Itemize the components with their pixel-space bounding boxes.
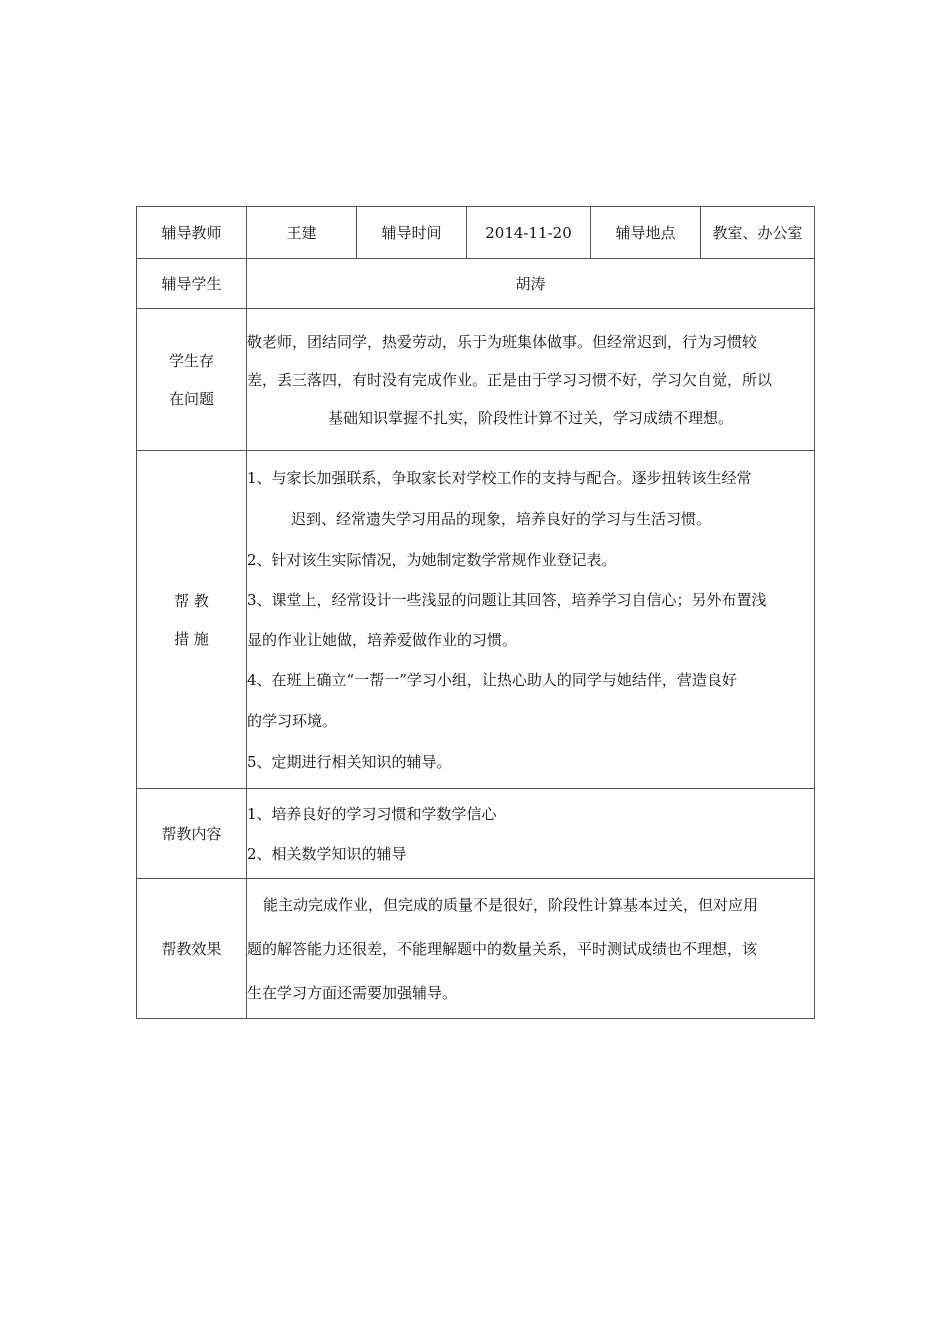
content-label: 帮教内容	[137, 789, 247, 879]
measures-label-line2: 措 施	[174, 629, 209, 648]
time-label: 辅导时间	[357, 207, 467, 259]
effect-row	[137, 879, 815, 1019]
effect-text	[247, 879, 815, 1019]
measure-item: 显的作业让她做，培养爱做作业的习惯。	[247, 630, 518, 649]
measure-item: 的学习环境。	[247, 711, 338, 730]
content-row	[137, 789, 815, 879]
problems-line: 差，丢三落四，有时没有完成作业。正是由于学习习惯不好，学习欠自觉，所以	[247, 370, 773, 389]
measure-item: 3、课堂上，经常设计一些浅显的问题让其回答，培养学习自信心；另外布置浅	[247, 590, 767, 609]
problems-line: 敬老师，团结同学，热爱劳动，乐于为班集体做事。但经常迟到，行为习惯较	[247, 332, 758, 351]
problems-row	[137, 309, 815, 451]
student-label: 辅导学生	[137, 259, 247, 309]
problems-label-line2: 在问题	[168, 389, 214, 408]
measures-label-line1: 帮 教	[174, 591, 209, 610]
problems-label	[137, 309, 247, 451]
student-row	[137, 259, 815, 309]
place-value: 教室、办公室	[701, 207, 815, 259]
student-value: 胡涛	[247, 259, 815, 309]
place-label: 辅导地点	[591, 207, 701, 259]
problems-line: 基础知识掌握不扎实，阶段性计算不过关，学习成绩不理想。	[327, 408, 733, 427]
teacher-label: 辅导教师	[137, 207, 247, 259]
measure-item: 2、针对该生实际情况，为她制定数学常规作业登记表。	[247, 550, 617, 569]
problems-label-line1: 学生存	[168, 351, 214, 370]
content-item: 2、相关数学知识的辅导	[247, 844, 407, 863]
effect-line: 题的解答能力还很差，不能理解题中的数量关系，平时测试成绩也不理想，该	[247, 939, 758, 958]
effect-line: 生在学习方面还需要加强辅导。	[247, 983, 458, 1002]
content-item: 1、培养良好的学习习惯和学数学信心	[247, 804, 497, 823]
measure-item: 迟到、经常遗失学习用品的现象，培养良好的学习与生活习惯。	[291, 509, 712, 528]
time-value: 2014-11-20	[467, 207, 591, 259]
problems-text	[247, 309, 815, 451]
tutoring-record-table	[136, 206, 815, 1019]
measure-item: 5、定期进行相关知识的辅导。	[247, 752, 452, 771]
content-text	[247, 789, 815, 879]
measures-row	[137, 451, 815, 789]
measures-label	[137, 451, 247, 789]
measures-text	[247, 451, 815, 789]
measure-item: 4、在班上确立“一帮一”学习小组，让热心助人的同学与她结伴，营造良好	[247, 670, 737, 689]
effect-line: 能主动完成作业，但完成的质量不是很好，阶段性计算基本过关，但对应用	[263, 895, 759, 914]
teacher-value: 王建	[247, 207, 357, 259]
header-row	[137, 207, 815, 259]
effect-label: 帮教效果	[137, 879, 247, 1019]
measure-item: 1、与家长加强联系，争取家长对学校工作的支持与配合。逐步扭转该生经常	[247, 468, 752, 487]
